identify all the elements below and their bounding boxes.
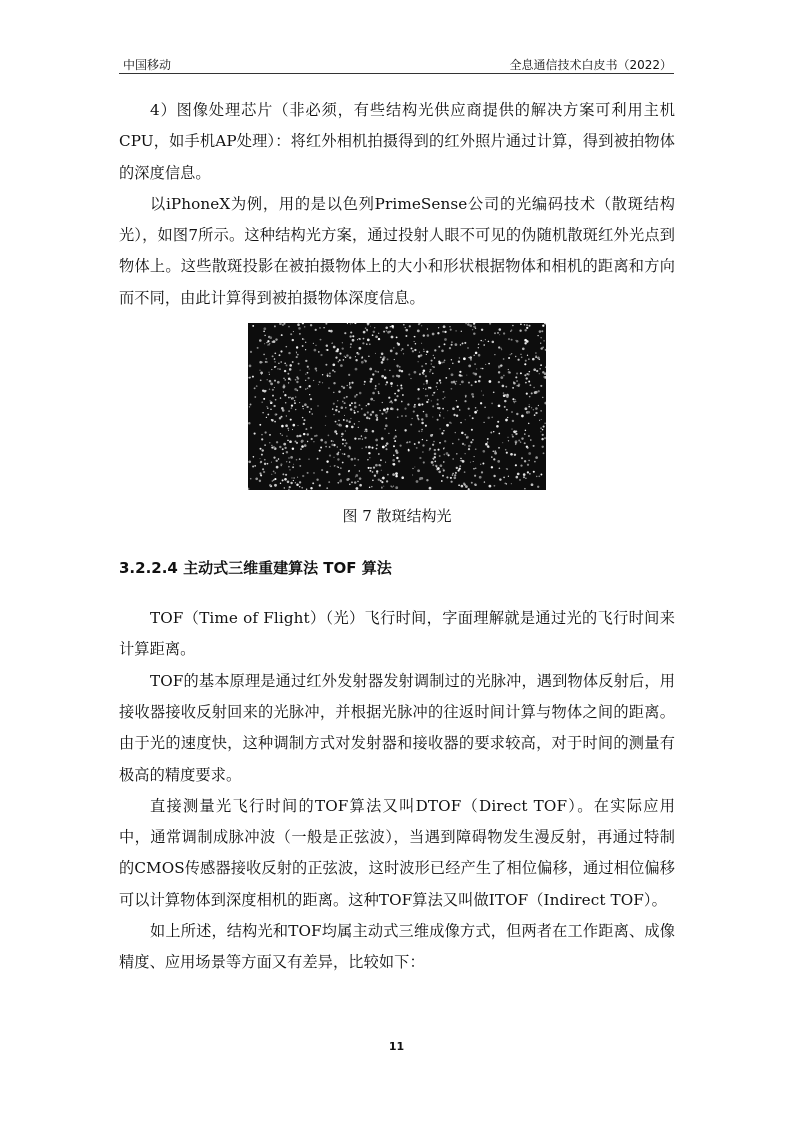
page-content (119, 95, 675, 979)
paragraph-iphonex: 以iPhoneX为例，用的是以色列PrimeSense公司的光编码技术（散斑结构光），如图7所示。这种结构光方案，通过投射人眼不可见的伪随机散斑红外光点到物体上。这些散斑投影在被拍摄物体上的大小和形状根据物体和相机的距离和方向而不同，由此计算得到被拍摄物体深度信息。 (119, 194, 675, 307)
paragraph-tof-principle: TOF的基本原理是通过红外发射器发射调制过的光脉冲，遇到物体反射后，用接收器接收反射回来的光脉冲，并根据光脉冲的往返时间计算与物体之间的距离。由于光的速度快，这种调制方式对发射器和接收器的要求较高，对于时间的测量有极高的精度要求。 (119, 671, 675, 784)
figure-caption: 图 7 散斑结构光 (342, 507, 452, 526)
section-heading: 3.2.2.4 主动式三维重建算法 TOF 算法 (119, 559, 392, 578)
page-header (119, 53, 674, 74)
paragraph-comparison-intro: 如上所述，结构光和TOF均属主动式三维成像方式，但两者在工作距离、成像精度、应用场景等方面又有差异，比较如下： (119, 922, 675, 972)
paragraph-image-chip: 4）图像处理芯片（非必须，有些结构光供应商提供的解决方案可利用主机CPU，如手机AP处理）：将红外相机拍摄得到的红外照片通过计算，得到被拍物体的深度信息。 (119, 101, 675, 182)
header-left-text: 中国移动 (123, 58, 172, 72)
figure-7 (119, 323, 675, 527)
header-right-text: 全息通信技术白皮书（2022） (509, 58, 672, 72)
paragraph-tof-definition: TOF（Time of Flight）（光）飞行时间，字面理解就是通过光的飞行时间来计算距离。 (119, 609, 675, 659)
page-number: 11 (388, 1040, 405, 1053)
speckle-pattern-image (248, 323, 546, 490)
paragraph-dtof-itof: 直接测量光飞行时间的TOF算法又叫DTOF（Direct TOF）。在实际应用中，通常调制成脉冲波（一般是正弦波），当遇到障碍物发生漫反射，再通过特制的CMOS传感器接收反射的正弦波，这时波形已经产生了相位偏移，通过相位偏移可以计算物体到深度相机的距离。这种TOF算法又叫做ITOF（Indirect TOF）。 (119, 796, 675, 909)
